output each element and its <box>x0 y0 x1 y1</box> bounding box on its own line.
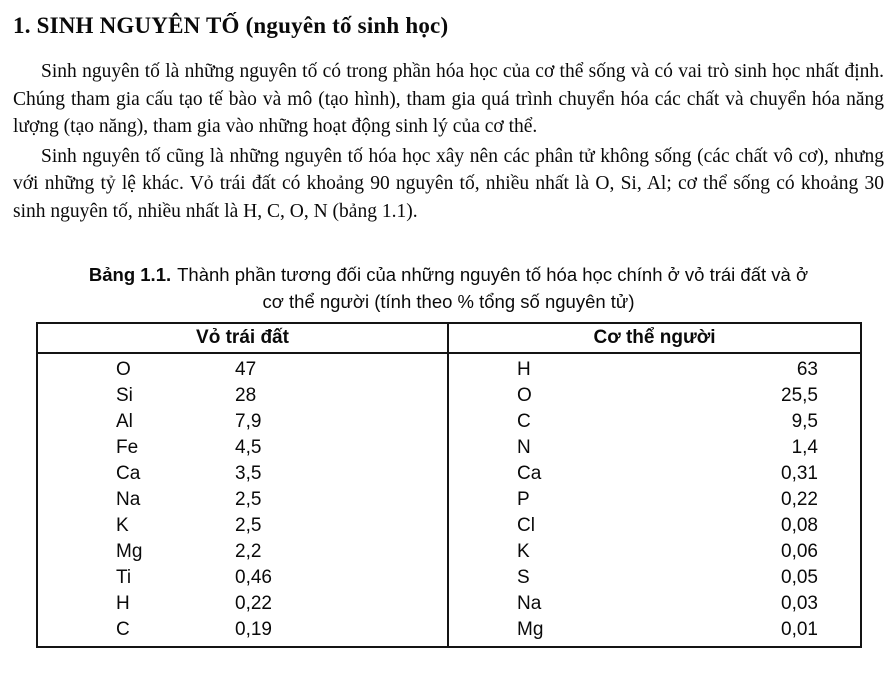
table-row <box>38 513 447 539</box>
table-header-human-body: Cơ thể người <box>449 324 860 354</box>
elements-table <box>36 322 862 648</box>
table-row <box>449 617 860 643</box>
table-row <box>449 409 860 435</box>
element-percentage: 0,19 <box>235 619 272 640</box>
element-percentage: 63 <box>796 359 818 380</box>
table-row <box>449 435 860 461</box>
element-percentage: 3,5 <box>235 463 262 484</box>
section-heading: 1. SINH NGUYÊN TỐ (nguyên tố sinh học) <box>13 13 449 38</box>
table-row <box>38 565 447 591</box>
element-symbol: Na <box>116 489 141 510</box>
table-row <box>449 513 860 539</box>
element-symbol: O <box>517 385 532 406</box>
element-symbol: C <box>517 411 531 432</box>
element-percentage: 2,5 <box>235 515 262 536</box>
element-percentage: 9,5 <box>791 411 818 432</box>
table-row <box>449 357 860 383</box>
element-symbol: N <box>517 437 531 458</box>
table-body-earth-crust <box>38 354 447 646</box>
element-symbol: Ca <box>116 463 141 484</box>
element-percentage: 0,08 <box>781 515 818 536</box>
table-row <box>449 383 860 409</box>
table-row <box>38 539 447 565</box>
table-column-human-body <box>449 324 860 646</box>
table-row <box>38 487 447 513</box>
table-row <box>38 435 447 461</box>
element-percentage: 0,03 <box>781 593 818 614</box>
table-header-earth-crust: Vỏ trái đất <box>38 324 447 354</box>
element-percentage: 25,5 <box>781 385 818 406</box>
element-percentage: 4,5 <box>235 437 262 458</box>
table-row <box>38 357 447 383</box>
table-row <box>38 617 447 643</box>
paragraph-comparison: Sinh nguyên tố cũng là những nguyên tố hóa học xây nên các phân tử không sống (các chất vô cơ), nhưng với những tỷ lệ khác. Vỏ trái đất có khoảng 90 nguyên tố, nhiều nhất là O, Si, Al; cơ thể sống có khoảng 30 sinh nguyên tố, nhiều nhất là H, C, O, N (bảng 1.1). <box>13 145 884 222</box>
element-symbol: S <box>517 567 530 588</box>
element-symbol: Al <box>116 411 133 432</box>
table-caption-label: Bảng 1.1. <box>88 264 172 285</box>
element-symbol: O <box>116 359 131 380</box>
table-row <box>449 461 860 487</box>
table-row <box>38 409 447 435</box>
element-symbol: Fe <box>116 437 139 458</box>
table-body-human-body <box>449 354 860 646</box>
element-percentage: 0,46 <box>235 567 272 588</box>
element-percentage: 7,9 <box>235 411 262 432</box>
element-percentage: 0,22 <box>235 593 272 614</box>
element-symbol: H <box>517 359 531 380</box>
element-symbol: Si <box>116 385 133 406</box>
table-row <box>38 461 447 487</box>
table-row <box>449 591 860 617</box>
table-row <box>38 383 447 409</box>
element-percentage: 28 <box>235 385 257 406</box>
element-symbol: Cl <box>517 515 535 536</box>
element-symbol: K <box>517 541 530 562</box>
table-caption-line1 <box>89 264 808 285</box>
element-percentage: 47 <box>235 359 257 380</box>
table-row <box>449 487 860 513</box>
element-symbol: Mg <box>517 619 544 640</box>
element-percentage: 0,06 <box>781 541 818 562</box>
element-symbol: Na <box>517 593 542 614</box>
element-symbol: Ti <box>116 567 132 588</box>
element-symbol: H <box>116 593 130 614</box>
element-symbol: P <box>517 489 530 510</box>
table-row <box>449 539 860 565</box>
table-column-earth-crust <box>38 324 449 646</box>
element-percentage: 2,2 <box>235 541 262 562</box>
table-caption-line2: cơ thể người (tính theo % tổng số nguyên tử) <box>262 291 635 312</box>
table-row <box>449 565 860 591</box>
element-symbol: C <box>116 619 130 640</box>
element-symbol: Mg <box>116 541 143 562</box>
table-row <box>38 591 447 617</box>
element-percentage: 2,5 <box>235 489 262 510</box>
element-percentage: 0,31 <box>781 463 818 484</box>
element-percentage: 0,22 <box>781 489 818 510</box>
element-symbol: K <box>116 515 129 536</box>
element-percentage: 0,01 <box>781 619 818 640</box>
paragraph-intro: Sinh nguyên tố là những nguyên tố có trong phần hóa học của cơ thể sống và có vai trò sinh học nhất định. Chúng tham gia cấu tạo tế bào và mô (tạo hình), tham gia quá trình chuyển hóa các chất và chuyển hóa năng lượng (tạo năng), tham gia vào những hoạt động sinh lý của cơ thể. <box>13 61 884 137</box>
element-symbol: Ca <box>517 463 542 484</box>
table-caption <box>13 261 884 315</box>
element-percentage: 1,4 <box>791 437 818 458</box>
element-percentage: 0,05 <box>781 567 818 588</box>
table-caption-text: Thành phần tương đối của những nguyên tố hóa học chính ở vỏ trái đất và ở <box>177 264 809 285</box>
